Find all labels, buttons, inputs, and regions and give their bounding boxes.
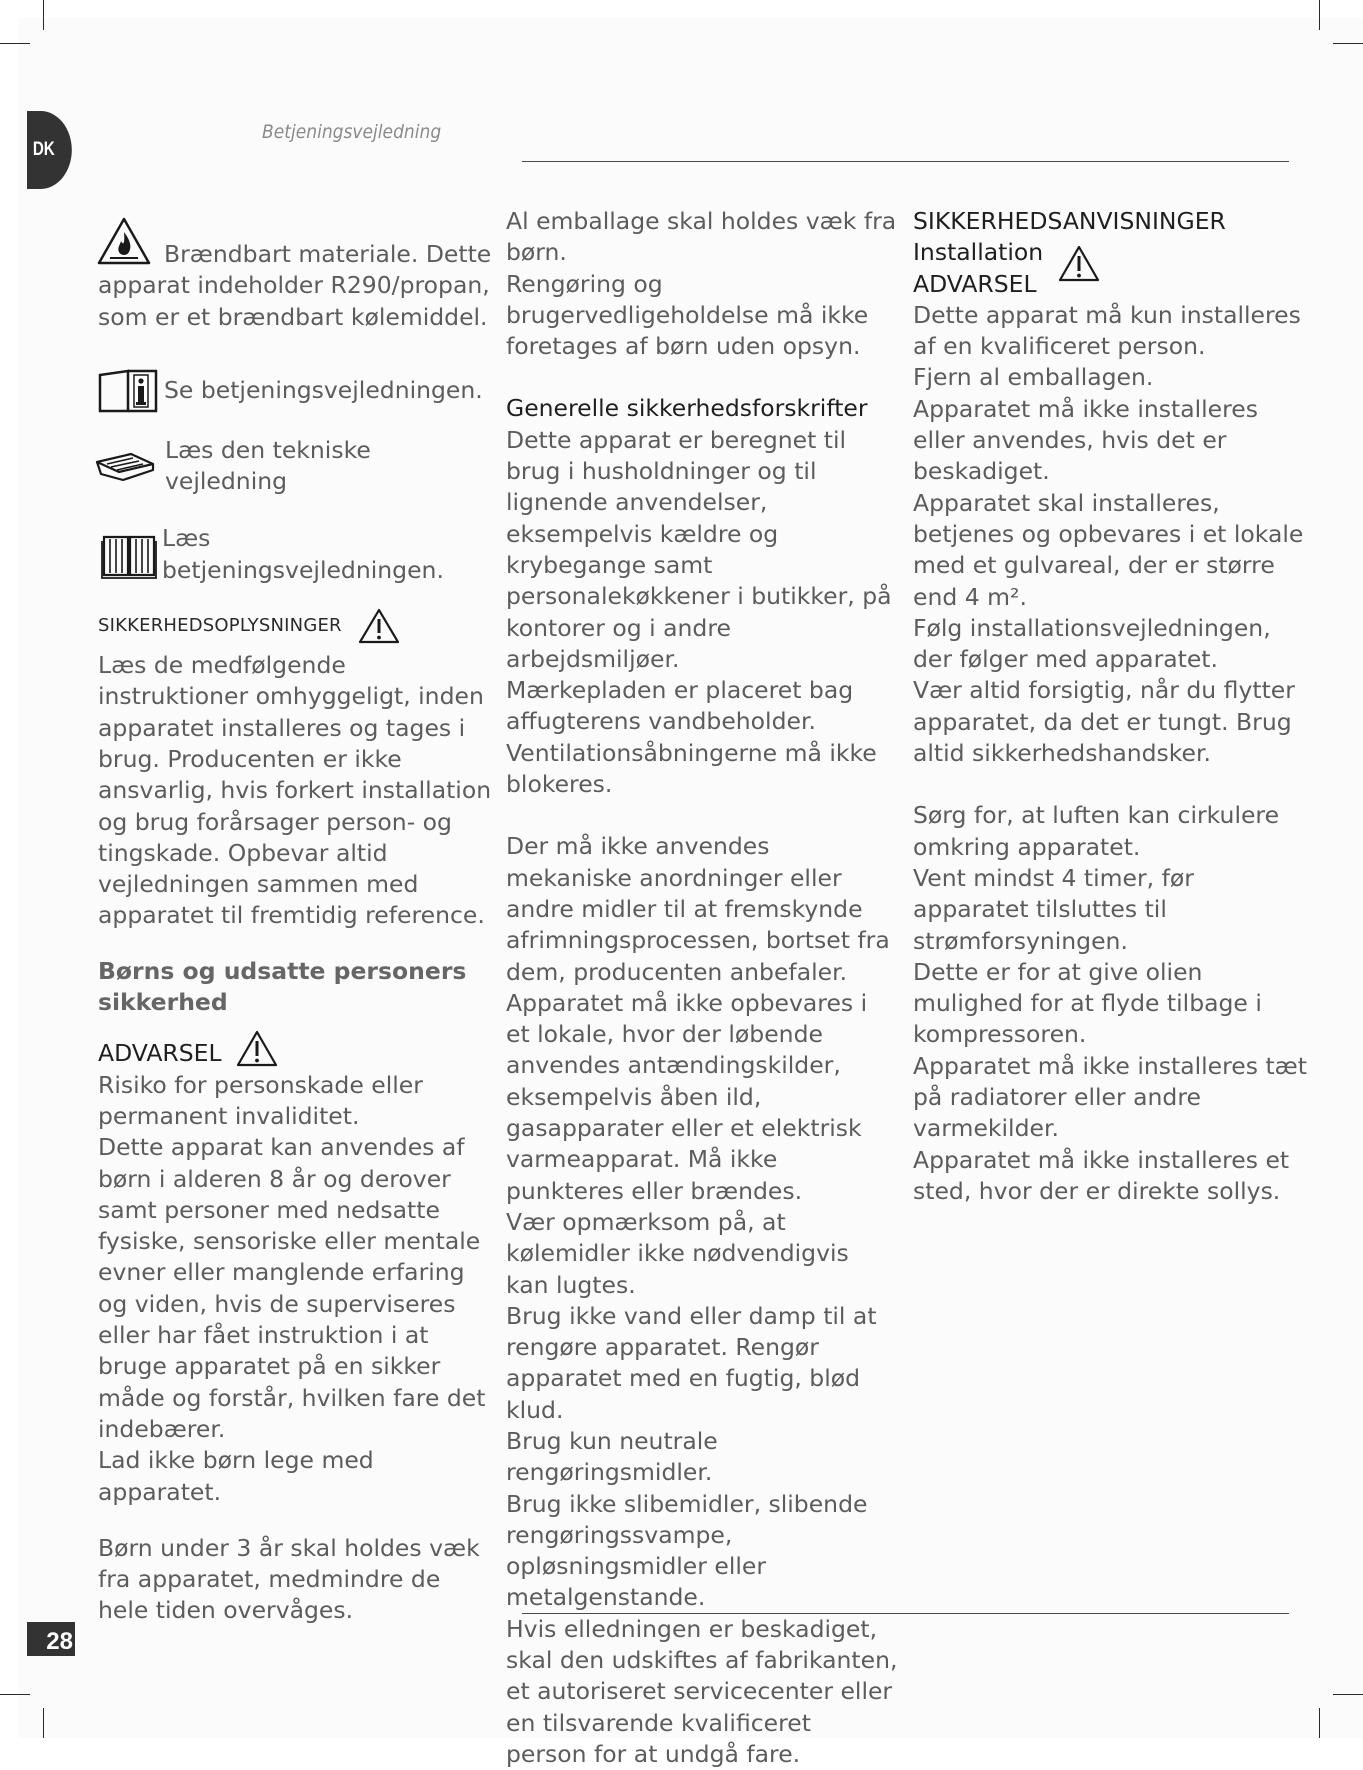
crop-mark: [1333, 43, 1363, 44]
water-cleaning-text: Brug ikke vand eller damp til at rengøre apparatet. Rengør apparatet med en fugtig, blød klud.: [506, 1301, 877, 1424]
manual-info-icon: [98, 367, 160, 415]
crop-mark: [1319, 1708, 1320, 1738]
technical-manual-row: [93, 435, 498, 498]
power-cord-text: Hvis elledningen er beskadiget, skal den udskiftes af fabrikanten, et autoriseret servicecenter eller en tilsvarende kvalificeret person for at undgå fare.: [506, 1614, 898, 1768]
technical-manual-text: Læs den tekniske vejledning: [165, 435, 371, 496]
remove-packaging-text: Fjern al emballagen.: [913, 363, 1154, 392]
neutral-cleaner-text: Brug kun neutrale rengøringsmidler.: [506, 1426, 718, 1487]
radiator-text: Apparatet må ikke installeres tæt på radiatorer eller andre varmekilder.: [913, 1051, 1307, 1143]
general-text: Dette apparat er beregnet til brug i husholdninger og til lignende anvendelser, eksempelvis kældre og krybegange samt personalekøkkener i butikker, på kontorer og i andre arbejdsmiljøer.: [506, 425, 892, 673]
technical-manual-icon: [93, 448, 157, 484]
warning-icon: [236, 1030, 278, 1068]
see-manual-text: Se betjeningsvejledningen.: [164, 376, 483, 405]
installation-heading: Installation: [913, 238, 1044, 267]
crop-mark: [43, 1708, 44, 1738]
warning-row: [98, 1038, 498, 1069]
header-rule: [522, 161, 1289, 162]
no-play-text: Lad ikke børn lege med apparatet.: [98, 1446, 374, 1506]
crop-mark: [1333, 1694, 1363, 1695]
sunlight-text: Apparatet må ikke installeres et sted, hvor der er direkte sollys.: [913, 1145, 1290, 1205]
crop-mark: [1319, 0, 1320, 30]
warning-text: Risiko for personskade eller permanent invaliditet.: [98, 1070, 423, 1130]
safety-info-text: Læs de medfølgende instruktioner omhyggeligt, inden apparatet installeres og tages i brug. Producenten er ikke ansvarlig, hvis forkert installation og brug forårsager person- og tingskade. Opbevar altid vejledningen sammen med apparatet til fremtidig reference.: [98, 651, 492, 930]
safety-info-heading: SIKKERHEDSOPLYSNINGER: [98, 615, 342, 637]
wait-text: Vent mindst 4 timer, før apparatet tilsluttes til strømforsyningen.: [913, 863, 1194, 955]
page-number: 28: [27, 1622, 75, 1656]
warning-icon: [1058, 245, 1100, 283]
language-tab: DK: [27, 111, 72, 189]
children-text: Dette apparat kan anvendes af børn i alderen 8 år og derover samt personer med nedsatte fysiske, sensoriske eller mentale evner eller manglende erfaring og viden, hvis de superviseres eller har fået instruktion i at bruge apparatet på en sikker måde og forstår, hvilken fare det indebærer.: [98, 1133, 486, 1443]
room-size-text: Apparatet skal installeres, betjenes og opbevares i et lokale med et gulvareal, der er større end 4 m².: [913, 488, 1304, 611]
crop-mark: [0, 43, 30, 44]
general-safety-heading: Generelle sikkerhedsforskrifter: [506, 394, 868, 423]
installation-heading-row: [913, 237, 1308, 268]
abrasive-text: Brug ikke slibemidler, slibende rengøringssvampe, opløsningsmidler eller metalgenstande.: [506, 1489, 868, 1612]
document-label: Betjeningsvejledning: [262, 121, 442, 143]
packaging-text: Al emballage skal holdes væk fra børn.: [506, 207, 897, 267]
under3-text: Børn under 3 år skal holdes væk fra apparatet, medmindre de hele tiden overvåges.: [98, 1533, 480, 1625]
read-manual-row: [100, 523, 498, 586]
ventilation-text: Ventilationsåbningerne må ikke blokeres.: [506, 738, 877, 799]
warning-label: ADVARSEL: [98, 1039, 222, 1068]
safety-instructions-heading: SIKKERHEDSANVISNINGER: [913, 207, 1226, 235]
flammable-warning-icon: [96, 216, 152, 266]
column-2: [506, 206, 898, 1770]
damaged-text: Apparatet må ikke installeres eller anvendes, hvis det er beskadiget.: [913, 394, 1258, 486]
open-book-icon: [100, 529, 158, 581]
refrigerant-odor-text: Vær opmærksom på, at kølemidler ikke nødvendigvis kan lugtes.: [506, 1207, 849, 1299]
flammable-block: [98, 206, 498, 333]
column-1: [98, 206, 498, 1627]
rating-plate-text: Mærkepladen er placeret bag affugterens vandbeholder.: [506, 676, 854, 736]
column-3: [913, 206, 1308, 1207]
warning-label: ADVARSEL: [913, 269, 1037, 298]
see-manual-row: [98, 367, 498, 415]
read-manual-text: Læs betjeningsvejledningen.: [162, 524, 444, 584]
oil-text: Dette er for at give olien mulighed for at flyde tilbage i kompressoren.: [913, 957, 1262, 1049]
warning-icon: [358, 608, 400, 644]
flammable-text: Brændbart materiale. Dette apparat indeholder R290/propan, som er et brændbart kølemiddel.: [98, 240, 492, 331]
children-safety-heading: Børns og udsatte personers sikkerhed: [98, 956, 467, 1017]
crop-mark: [43, 0, 44, 30]
ignition-text: Apparatet må ikke opbevares i et lokale, hvor der løbende anvendes antændingskilder, eksempelvis åben ild, gasapparater eller et elektrisk varmeapparat. Må ikke punkteres eller brændes.: [506, 988, 868, 1205]
cleaning-text: Rengøring og brugervedligeholdelse må ikke foretages af børn uden opsyn.: [506, 269, 869, 361]
follow-instructions-text: Følg installationsvejledningen, der følger med apparatet.: [913, 613, 1271, 674]
air-circulation-text: Sørg for, at luften kan cirkulere omkring apparatet.: [913, 801, 1280, 861]
safety-info-heading-row: [98, 608, 498, 644]
defrost-text: Der må ikke anvendes mekaniske anordninger eller andre midler til at fremskynde afrimningsprocessen, bortset fra dem, producenten anbefaler.: [506, 832, 890, 986]
careful-text: Vær altid forsigtig, når du flytter apparatet, da det er tungt. Brug altid sikkerhedshandsker.: [913, 676, 1295, 768]
crop-mark: [0, 1694, 30, 1695]
qualified-installer-text: Dette apparat må kun installeres af en kvalificeret person.: [913, 300, 1301, 361]
